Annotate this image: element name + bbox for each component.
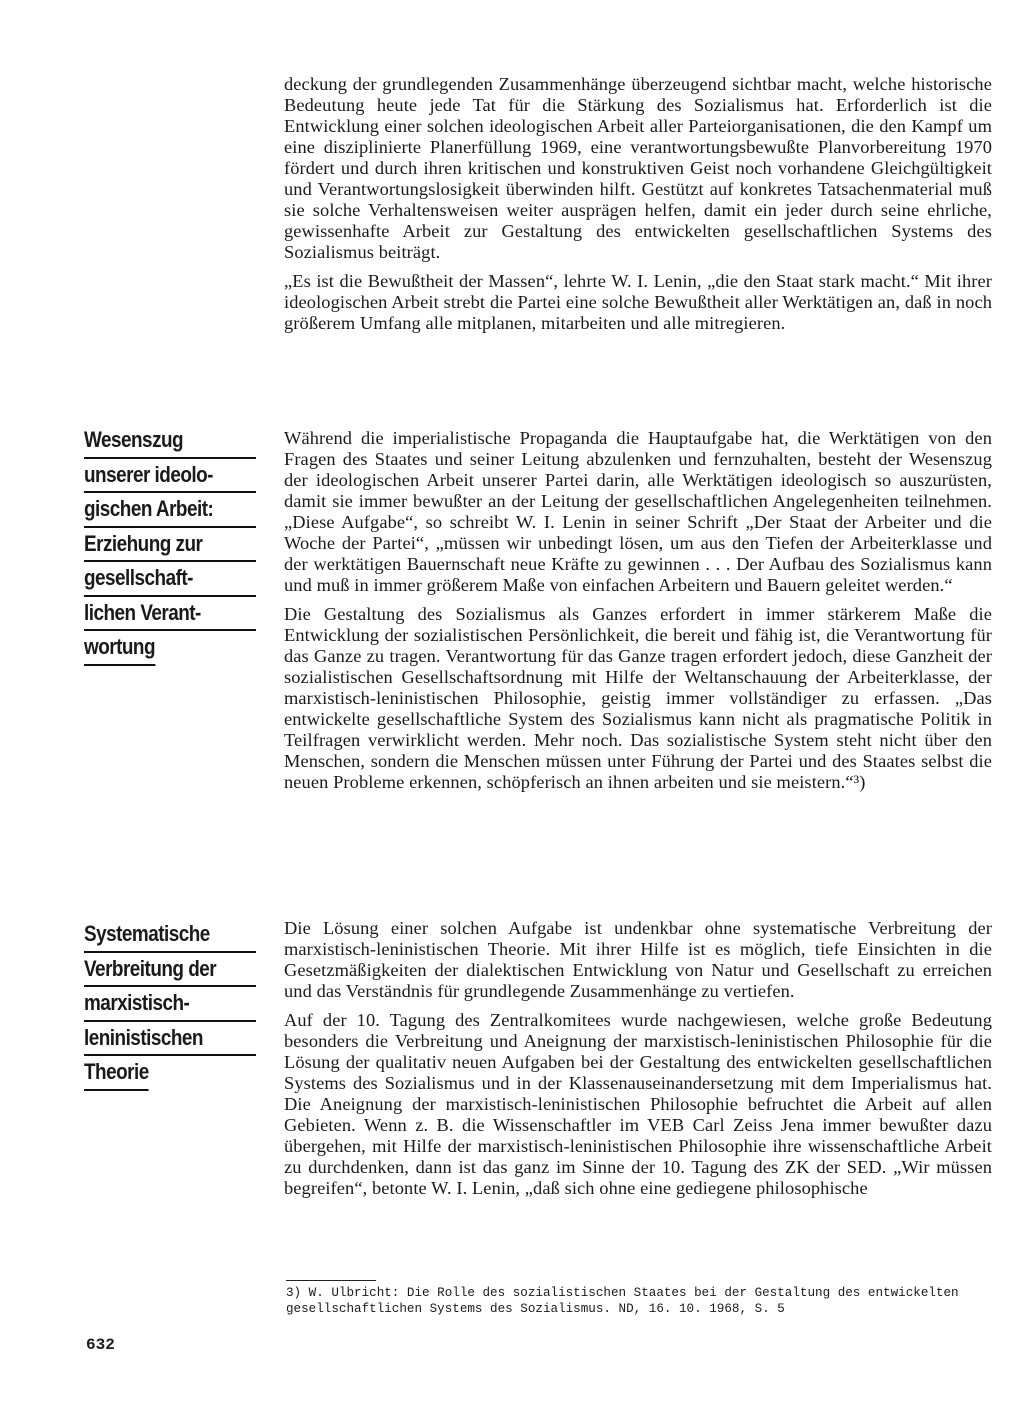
side-heading-line: lichen Verant- xyxy=(84,597,256,632)
side-heading-line: Verbreitung der xyxy=(84,953,256,988)
side-heading-line: Systematische xyxy=(84,918,256,953)
side-heading-line: Theorie xyxy=(84,1056,149,1091)
main-column-bottom xyxy=(284,918,992,1199)
page-number: 632 xyxy=(86,1336,115,1354)
side-heading-line: marxistisch- xyxy=(84,987,256,1022)
paragraph-4: Die Gestaltung des Sozialismus als Ganzes erfordert in immer stärkerem Maße die Entwicklung der sozialistischen Persönlichkeit, die bereit und fähig ist, die Verantwortung für das Ganze zu tragen. Verantwortung für das Ganze tragen erfordert jedoch, diese Ganzheit der sozialistischen Gesellschaftsordnung mit Hilfe der Weltanschauung der Arbeiterklasse, der marxistisch-leninistischen Philosophie, geistig immer vollständiger zu erfassen. „Das entwickelte gesellschaftliche System des Sozialismus kann nicht als pragmatische Politik in Teilfragen verwirklicht werden. Mehr noch. Das sozialistische System steht nicht über den Menschen, sondern die Menschen müssen unter Führung der Partei und des Staates selbst die neuen Probleme erkennen, schöpferisch an ihnen arbeiten und sie meistern.“³) xyxy=(284,604,992,792)
paragraph-5: Die Lösung einer solchen Aufgabe ist undenkbar ohne systematische Verbreitung der marxistisch-leninistischen Theorie. Mit ihrer Hilfe ist es möglich, tiefe Einsichten in die Gesetzmäßigkeiten der dialektischen Entwicklung von Natur und Gesellschaft zu erreichen und das Verständnis für grundlegende Zusammenhänge zu vertiefen. xyxy=(284,918,992,1001)
paragraph-3: Während die imperialistische Propaganda die Hauptaufgabe hat, die Werktätigen von den Fragen des Staates und seiner Leitung abzulenken und fernzuhalten, besteht der Wesenszug der ideologischen Arbeit unserer Partei darin, alle Werktätigen ideologisch so auszurüsten, damit sie immer bewußter an der Leitung der gesellschaftlichen Angelegenheiten teilnehmen. „Diese Aufgabe“, so schreibt W. I. Lenin in seiner Schrift „Der Staat der Arbeiter und die Woche der Partei“, „müssen wir unbedingt lösen, um aus den Tiefen der Arbeiterklasse und der werktätigen Bauernschaft neue Kräfte zu gewinnen . . . Der Aufbau des Sozialismus kann und muß in immer größerem Maße von einfachen Arbeitern und Bauern geleitet werden.“ xyxy=(284,428,992,595)
paragraph-2: „Es ist die Bewußtheit der Massen“, lehrte W. I. Lenin, „die den Staat stark macht.“ Mit ihrer ideologischen Arbeit strebt die Partei eine solche Bewußtheit aller Werktätigen an, daß in noch größerem Umfang alle mitplanen, mitarbeiten und alle mitregieren. xyxy=(284,271,992,333)
side-heading-systematische xyxy=(84,918,260,1091)
main-column-top xyxy=(284,74,992,334)
side-heading-line: gesellschaft- xyxy=(84,562,256,597)
side-heading-line: leninistischen xyxy=(84,1022,256,1057)
side-heading-line: Wesenszug xyxy=(84,424,256,459)
side-heading-line: unserer ideolo- xyxy=(84,459,256,494)
side-heading-wesenszug xyxy=(84,424,260,666)
main-column-middle xyxy=(284,428,992,793)
footnote: 3) W. Ulbricht: Die Rolle des sozialistischen Staates bei der Gestaltung des entwickelten gesellschaftlichen Systems des Sozialismus. ND, 16. 10. 1968, S. 5 xyxy=(286,1286,959,1316)
side-heading-line: wortung xyxy=(84,631,155,666)
paragraph-6: Auf der 10. Tagung des Zentralkomitees wurde nachgewiesen, welche große Bedeutung besonders die Verbreitung und Aneignung der marxistisch-leninistischen Philosophie für die Lösung der qualitativ neuen Aufgaben bei der Gestaltung des entwickelten gesellschaftlichen Systems des Sozialismus und in der Klassenauseinandersetzung mit dem Imperialismus hat. Die Aneignung der marxistisch-leninistischen Philosophie befruchtet die Arbeit auf allen Gebieten. Wenn z. B. die Wissenschaftler im VEB Carl Zeiss Jena immer bewußter dazu übergehen, mit Hilfe der marxistisch-leninistischen Philosophie ihre wissenschaftliche Arbeit zu durchdenken, dann ist das ganz im Sinne der 10. Tagung des ZK der SED. „Wir müssen begreifen“, betonte W. I. Lenin, „daß sich ohne eine gediegene philosophische xyxy=(284,1010,992,1198)
paragraph-1: deckung der grundlegenden Zusammenhänge überzeugend sichtbar macht, welche historische Bedeutung heute jede Tat für die Stärkung des Sozialismus hat. Erforderlich ist die Entwicklung einer solchen ideologischen Arbeit aller Parteiorganisationen, die den Kampf um eine disziplinierte Planerfüllung 1969, eine verantwortungsbewußte Planvorbereitung 1970 fördert und durch ihren kritischen und konstruktiven Geist noch vorhandene Gleichgültigkeit und Verantwortungslosigkeit überwinden hilft. Gestützt auf konkretes Tatsachenmaterial muß sie solche Verhaltensweisen weiter ausprägen helfen, damit ein jeder durch seine ehrliche, gewissenhafte Arbeit zur Gestaltung des entwickelten gesellschaftlichen Systems des Sozialismus beiträgt. xyxy=(284,74,992,262)
footnote-divider xyxy=(286,1280,376,1281)
side-heading-line: Erziehung zur xyxy=(84,528,256,563)
side-heading-line: gischen Arbeit: xyxy=(84,493,256,528)
